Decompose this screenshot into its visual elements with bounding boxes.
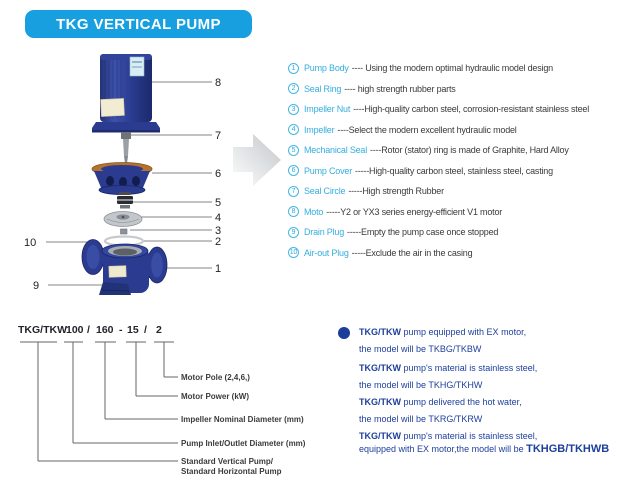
label-impeller-diameter: Impeller Nominal Diameter (mm): [181, 415, 304, 424]
mechanical-seal-illustration: [117, 192, 133, 209]
note-line: TKG/TKW pump's material is stainless steel,: [359, 363, 538, 373]
part-description: -----High-quality carbon steel, stainless steel, casting: [355, 165, 553, 176]
model-code-num3: 15: [127, 324, 139, 336]
impeller-illustration: [104, 212, 142, 227]
circled-number-icon: 7: [288, 186, 299, 197]
part-description: -----High strength Rubber: [348, 186, 444, 197]
callout-9: 9: [33, 280, 40, 292]
model-code-num4: 2: [156, 324, 162, 336]
part-name: Impeller Nut: [304, 104, 351, 115]
label-motor-power: Motor Power (kW): [181, 392, 249, 401]
impeller-nut-illustration: [121, 229, 128, 234]
note-line: TKG/TKW pump's material is stainless steel,: [359, 431, 538, 441]
circled-number-icon: 10: [289, 249, 298, 257]
callout-7: 7: [215, 130, 222, 142]
arrow-icon: [233, 134, 281, 186]
part-name: Drain Plug: [304, 227, 345, 238]
model-code-sep3: /: [144, 324, 147, 336]
part-description: ----Select the modern excellent hydraulic model: [337, 124, 517, 135]
parts-list-item: [288, 140, 617, 161]
part-name: Pump Body: [304, 63, 349, 74]
model-code-diagram: [10, 315, 320, 485]
label-standard-1: Standard Vertical Pump/: [181, 457, 274, 466]
note-line: TKG/TKW pump equipped with EX motor,: [359, 327, 527, 337]
circled-number-icon: 2: [288, 83, 299, 94]
parts-list-item: [288, 120, 617, 141]
circled-number-icon: 5: [288, 145, 299, 156]
circled-number-icon: 6: [288, 165, 299, 176]
circled-number-icon: 3: [288, 104, 299, 115]
parts-list-item: [288, 243, 617, 264]
parts-list-item: [288, 181, 617, 202]
callout-4: 4: [215, 212, 222, 224]
circled-number-icon: 8: [288, 206, 299, 217]
pump-exploded-diagram: [0, 0, 290, 310]
note-line: TKG/TKW pump delivered the hot water,: [359, 397, 522, 407]
part-name: Mechanical Seal: [304, 145, 368, 156]
part-name: Impeller: [304, 124, 335, 135]
model-notes: [338, 324, 613, 456]
part-description: -----Empty the pump case once stopped: [347, 227, 499, 238]
bullet-icon: [338, 327, 350, 339]
parts-list-item: [288, 58, 617, 79]
note-line: the model will be TKRG/TKRW: [359, 414, 483, 424]
part-description: -----Exclude the air in the casing: [351, 247, 473, 258]
parts-list-item: [288, 161, 617, 182]
part-description: ---- high strength rubber parts: [344, 83, 456, 94]
part-name: Pump Cover: [304, 165, 353, 176]
model-code-sep2: -: [119, 324, 123, 336]
callout-8: 8: [215, 77, 222, 89]
part-description: ---- Using the modern optimal hydraulic model design: [351, 63, 553, 74]
part-description: ----High-quality carbon steel, corrosion-resistant stainless steel: [353, 104, 590, 115]
page-title: TKG VERTICAL PUMP: [56, 15, 221, 33]
callout-1: 1: [215, 263, 222, 275]
parts-list-item: [288, 202, 617, 223]
circled-number-icon: 9: [288, 227, 299, 238]
part-description: -----Y2 or YX3 series energy-efficient V1 motor: [326, 206, 503, 217]
part-name: Seal Circle: [304, 186, 346, 197]
circled-number-icon: 1: [288, 63, 299, 74]
model-code-sep1: /: [87, 324, 90, 336]
model-notes-text: [359, 324, 613, 456]
callout-10: 10: [24, 237, 37, 249]
parts-list-item: [288, 99, 617, 120]
part-name: Air-out Plug: [304, 247, 349, 258]
note-line: equipped with EX motor,the model will be TKHGB/TKHWB: [359, 443, 610, 455]
part-name: Moto: [304, 206, 324, 217]
label-motor-pole: Motor Pole (2,4,6,): [181, 373, 250, 382]
note-line: the model will be TKHG/TKHW: [359, 380, 483, 390]
callout-6: 6: [215, 168, 222, 180]
callout-2: 2: [215, 236, 222, 248]
circled-number-icon: 4: [288, 124, 299, 135]
callout-5: 5: [215, 197, 222, 209]
shaft-illustration: [121, 132, 131, 163]
model-code-num2: 160: [96, 324, 114, 336]
callout-3: 3: [215, 225, 222, 237]
model-code-lines: [20, 342, 178, 461]
label-inlet-outlet: Pump Inlet/Outlet Diameter (mm): [181, 439, 306, 448]
parts-list-item: [288, 222, 617, 243]
pump-cover-illustration: [92, 163, 152, 195]
pump-body-illustration: [82, 240, 167, 296]
model-code-num1: 100: [66, 324, 84, 336]
part-description: ----Rotor (stator) ring is made of Graphite, Hard Alloy: [370, 145, 569, 156]
label-standard-2: Standard Horizontal Pump: [181, 467, 282, 476]
model-code-brand: TKG/TKW: [18, 324, 67, 336]
parts-list-item: [288, 79, 617, 100]
parts-list: [288, 58, 617, 263]
note-line: the model will be TKBG/TKBW: [359, 344, 482, 354]
part-name: Seal Ring: [304, 83, 342, 94]
motor-illustration: [92, 54, 160, 133]
